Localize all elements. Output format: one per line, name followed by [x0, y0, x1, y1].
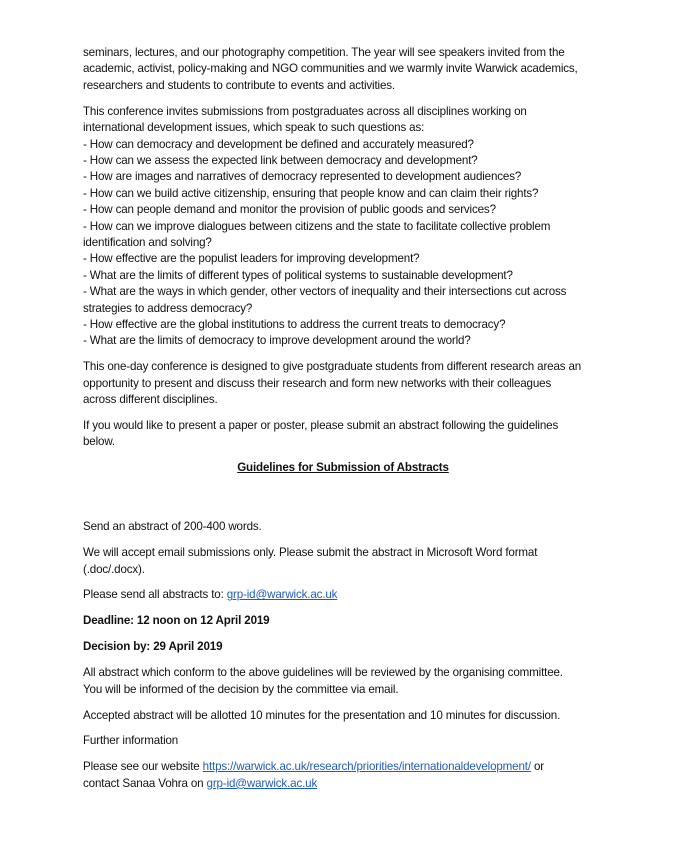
website-suffix: or	[530, 760, 545, 774]
text-line: Send an abstract of 200-400 words.	[83, 520, 262, 534]
text-line: academic, activist, policy-making and NGO communities and we warmly invite Warwick academics,	[83, 62, 578, 76]
text-line: opportunity to present and discuss their research and form new networks with their colleagues	[83, 376, 552, 390]
contact-paragraph	[83, 759, 603, 792]
text-line: researchers and students to contribute to events and activities.	[83, 78, 395, 92]
format-paragraph	[83, 545, 603, 578]
question-item: - How effective are the populist leaders for improving development?	[83, 252, 420, 266]
question-item: - How can democracy and development be defined and accurately measured?	[83, 137, 474, 151]
contact-line	[83, 776, 603, 792]
text-line: across different disciplines.	[83, 393, 218, 407]
text-line: All abstract which conform to the above guidelines will be reviewed by the organising committee.	[83, 666, 563, 680]
guidelines-heading: Guidelines for Submission of Abstracts	[237, 461, 449, 475]
text-line: If you would like to present a paper or poster, please submit an abstract following the guidelines	[83, 419, 559, 433]
spacer	[83, 486, 603, 519]
text-line: You will be informed of the decision by the committee via email.	[83, 682, 399, 696]
word-count-paragraph	[83, 519, 603, 535]
further-info-heading: Further information	[83, 734, 179, 748]
website-line	[83, 759, 603, 775]
contact-prefix: contact Sanaa Vohra on	[83, 776, 207, 790]
text-line: This conference invites submissions from postgraduates across all disciplines working on	[83, 104, 527, 118]
text-line: This one-day conference is designed to give postgraduate students from different research areas an	[83, 360, 582, 374]
deadline-paragraph	[83, 613, 603, 629]
decision-paragraph	[83, 639, 603, 655]
review-paragraph	[83, 665, 603, 698]
text-line: We will accept email submissions only. Please submit the abstract in Microsoft Word format	[83, 546, 538, 560]
text-line: (.doc/.docx).	[83, 562, 145, 576]
intro-paragraph	[83, 45, 603, 94]
question-item: - How can we assess the expected link between democracy and development?	[83, 153, 478, 167]
submit-paragraph	[83, 418, 603, 451]
guidelines-heading-paragraph	[83, 460, 603, 476]
allotted-paragraph	[83, 708, 603, 724]
question-item: - What are the limits of democracy to improve development around the world?	[83, 334, 471, 348]
decision-text: Decision by: 29 April 2019	[83, 640, 223, 654]
questions-paragraph	[83, 104, 603, 350]
contact-email-link[interactable]: grp-id@warwick.ac.uk	[206, 776, 318, 790]
further-info-heading-paragraph	[83, 733, 603, 749]
email-link[interactable]: grp-id@warwick.ac.uk	[226, 588, 338, 602]
conference-paragraph	[83, 359, 603, 408]
send-to-label: Please send all abstracts to:	[83, 588, 227, 602]
text-line: international development issues, which speak to such questions as:	[83, 121, 425, 135]
question-item: - What are the limits of different types of political systems to sustainable development?	[83, 268, 513, 282]
question-item-continued: identification and solving?	[83, 235, 212, 249]
question-item: - How can we improve dialogues between citizens and the state to facilitate collective problem	[83, 219, 551, 233]
website-prefix: Please see our website	[83, 760, 203, 774]
question-item: - How effective are the global institutions to address the current treats to democracy?	[83, 318, 506, 331]
question-item: - How can people demand and monitor the provision of public goods and services?	[83, 203, 496, 217]
question-item: - How are images and narratives of democracy represented to development audiences?	[83, 170, 522, 184]
document-page	[83, 45, 603, 802]
text-line: Accepted abstract will be allotted 10 minutes for the presentation and 10 minutes for discussion.	[83, 708, 561, 722]
question-item-continued: strategies to address democracy?	[83, 301, 253, 315]
deadline-text: Deadline: 12 noon on 12 April 2019	[83, 614, 270, 628]
text-line: seminars, lectures, and our photography competition. The year will see speakers invited from the	[83, 46, 565, 59]
text-line: below.	[83, 435, 115, 449]
send-to-paragraph	[83, 587, 603, 603]
question-item: - How can we build active citizenship, ensuring that people know and can claim their rights?	[83, 186, 539, 200]
website-link[interactable]: https://warwick.ac.uk/research/priorities/internationaldevelopment/	[202, 760, 531, 774]
question-item: - What are the ways in which gender, other vectors of inequality and their intersections cut across	[83, 285, 567, 299]
